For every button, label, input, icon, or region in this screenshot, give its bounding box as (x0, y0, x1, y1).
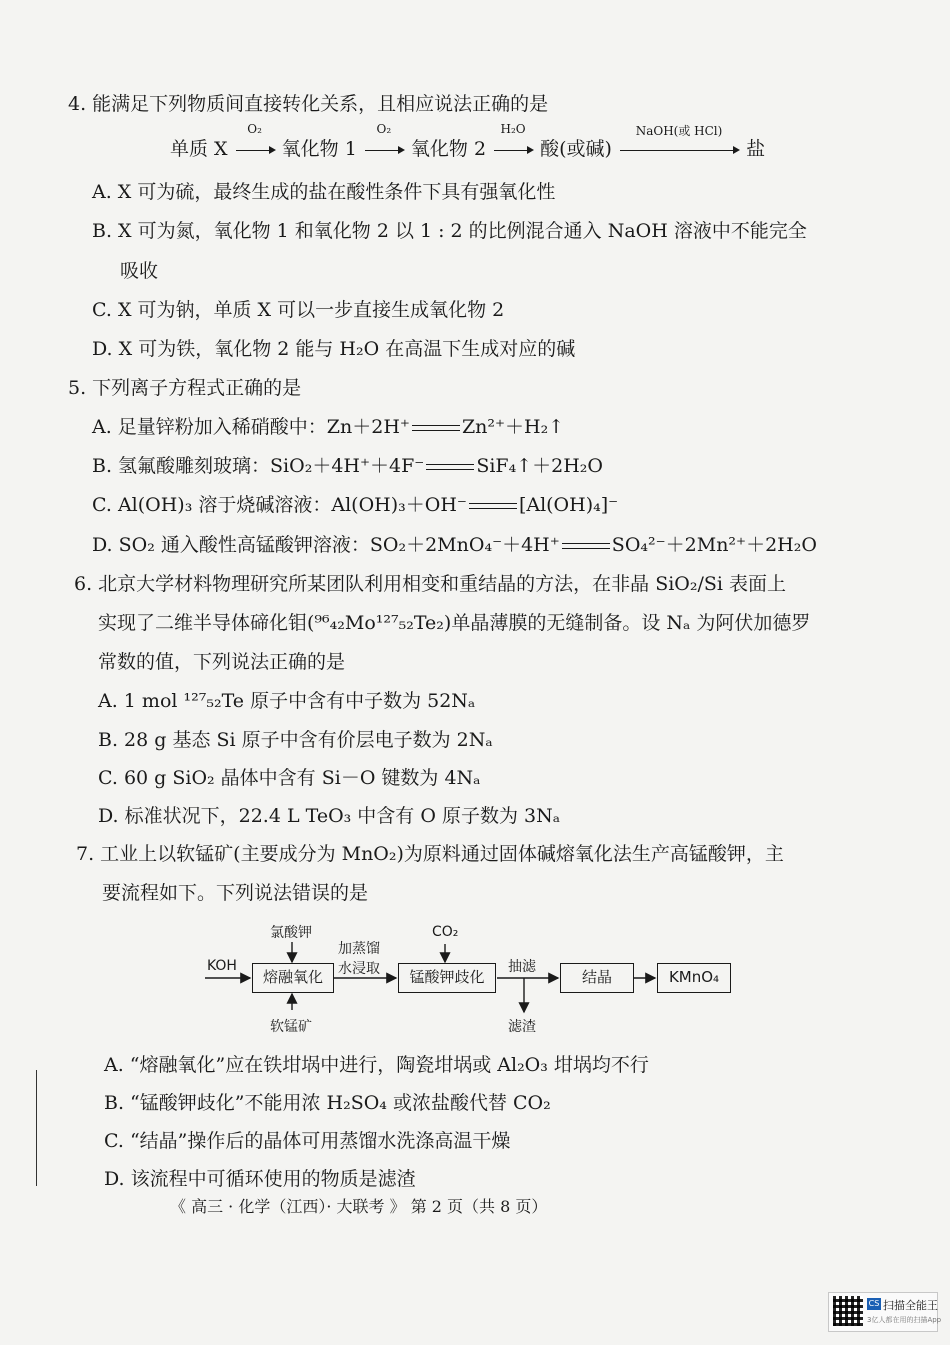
flow-input-co2: CO₂ (432, 924, 459, 940)
flow-step-filter: 抽滤 (508, 959, 536, 975)
chain-arrow-4: NaOH(或 HCl) (620, 138, 738, 160)
chain-salt: 盐 (746, 138, 766, 160)
q5-option-a: A. 足量锌粉加入稀硝酸中：Zn＋2H⁺ Zn²⁺＋H₂↑ (92, 416, 565, 438)
q4-option-b-line2: 吸收 (120, 260, 159, 282)
chain-oxide-1: 氧化物 1 (281, 138, 357, 160)
chain-arrow-2: O₂ (365, 138, 403, 160)
q7-option-d: D. 该流程中可循环使用的物质是滤渣 (104, 1168, 416, 1190)
chain-arrow-3: H₂O (494, 138, 532, 160)
question-6-line1: 6. 北京大学材料物理研究所某团队利用相变和重结晶的方法，在非晶 SiO₂/Si 表面上 (74, 573, 787, 595)
question-7-line2: 要流程如下。下列说法错误的是 (102, 882, 369, 904)
page-footer: 《 高三 · 化学（江西）· 大联考 》 第 2 页（共 8 页） (170, 1197, 548, 1216)
scanner-title: 扫描全能王 (883, 1299, 938, 1312)
q6-option-b: B. 28 g 基态 Si 原子中含有价层电子数为 2Nₐ (98, 729, 493, 751)
q7-option-b: B. “锰酸钾歧化”不能用浓 H₂SO₄ 或浓盐酸代替 CO₂ (104, 1092, 551, 1114)
q4-option-b-line1: B. X 可为氮，氧化物 1 和氧化物 2 以 1 : 2 的比例混合通入 NaOH 溶液中不能完全 (92, 220, 807, 242)
flow-step-leach-1: 加蒸馏 (338, 941, 380, 957)
question-6-line2: 实现了二维半导体碲化钼(⁹⁶₄₂Mo¹²⁷₅₂Te₂)单晶薄膜的无缝制备。设 Nₐ 为阿伏加德罗 (98, 612, 811, 634)
flow-input-kclo3: 氯酸钾 (270, 925, 312, 941)
question-7-line1: 7. 工业上以软锰矿(主要成分为 MnO₂)为原料通过固体碱熔氧化法生产高锰酸钾，主 (76, 843, 784, 865)
q6-option-d: D. 标准状况下，22.4 L TeO₃ 中含有 O 原子数为 3Nₐ (98, 805, 561, 827)
question-5-stem: 5. 下列离子方程式正确的是 (68, 377, 302, 399)
conversion-chain (170, 122, 766, 161)
flow-box-fusion: 熔融氧化 (252, 963, 334, 993)
chain-acid-base: 酸(或碱) (540, 138, 612, 160)
q5-option-d: D. SO₂ 通入酸性高锰酸钾溶液：SO₂＋2MnO₄⁻＋4H⁺ SO₄²⁻＋2Mn²⁺＋2H₂O (92, 534, 817, 556)
q5-option-c: C. Al(OH)₃ 溶于烧碱溶液：Al(OH)₃＋OH⁻ [Al(OH)₄]⁻ (92, 494, 619, 516)
flow-step-leach-2: 水浸取 (338, 961, 380, 977)
question-4-stem: 4. 能满足下列物质间直接转化关系，且相应说法正确的是 (68, 93, 549, 115)
q6-option-a: A. 1 mol ¹²⁷₅₂Te 原子中含有中子数为 52Nₐ (98, 690, 476, 712)
margin-mark (36, 1070, 37, 1186)
flow-box-kmno4: KMnO₄ (657, 963, 731, 993)
q4-option-a: A. X 可为硫，最终生成的盐在酸性条件下具有强氧化性 (92, 181, 556, 203)
chain-substance-x: 单质 X (170, 138, 228, 160)
qr-code-icon (833, 1296, 863, 1326)
chain-arrow-1: O₂ (236, 138, 274, 160)
q4-option-d: D. X 可为铁，氧化物 2 能与 H₂O 在高温下生成对应的碱 (92, 338, 576, 360)
q7-option-c: C. “结晶”操作后的晶体可用蒸馏水洗涤高温干燥 (104, 1130, 511, 1152)
scanner-subtitle: 3亿人都在用的扫描App (867, 1316, 942, 1324)
flow-box-crystallization: 结晶 (560, 963, 634, 993)
q5-option-b: B. 氢氟酸雕刻玻璃：SiO₂＋4H⁺＋4F⁻ SiF₄↑＋2H₂O (92, 455, 603, 477)
chain-oxide-2: 氧化物 2 (410, 138, 487, 160)
q7-option-a: A. “熔融氧化”应在铁坩埚中进行，陶瓷坩埚或 Al₂O₃ 坩埚均不行 (104, 1054, 649, 1076)
scanner-watermark (828, 1292, 942, 1332)
flow-box-disproportionation: 锰酸钾歧化 (398, 963, 496, 993)
flow-input-koh: KOH (207, 958, 237, 974)
flow-input-ore: 软锰矿 (270, 1019, 312, 1035)
q6-option-c: C. 60 g SiO₂ 晶体中含有 Si－O 键数为 4Nₐ (98, 767, 481, 789)
q4-option-c: C. X 可为钠，单质 X 可以一步直接生成氧化物 2 (92, 299, 505, 321)
flow-output-residue: 滤渣 (508, 1019, 536, 1035)
scanner-logo-badge: CS (868, 1299, 880, 1308)
question-6-line3: 常数的值，下列说法正确的是 (98, 651, 346, 673)
